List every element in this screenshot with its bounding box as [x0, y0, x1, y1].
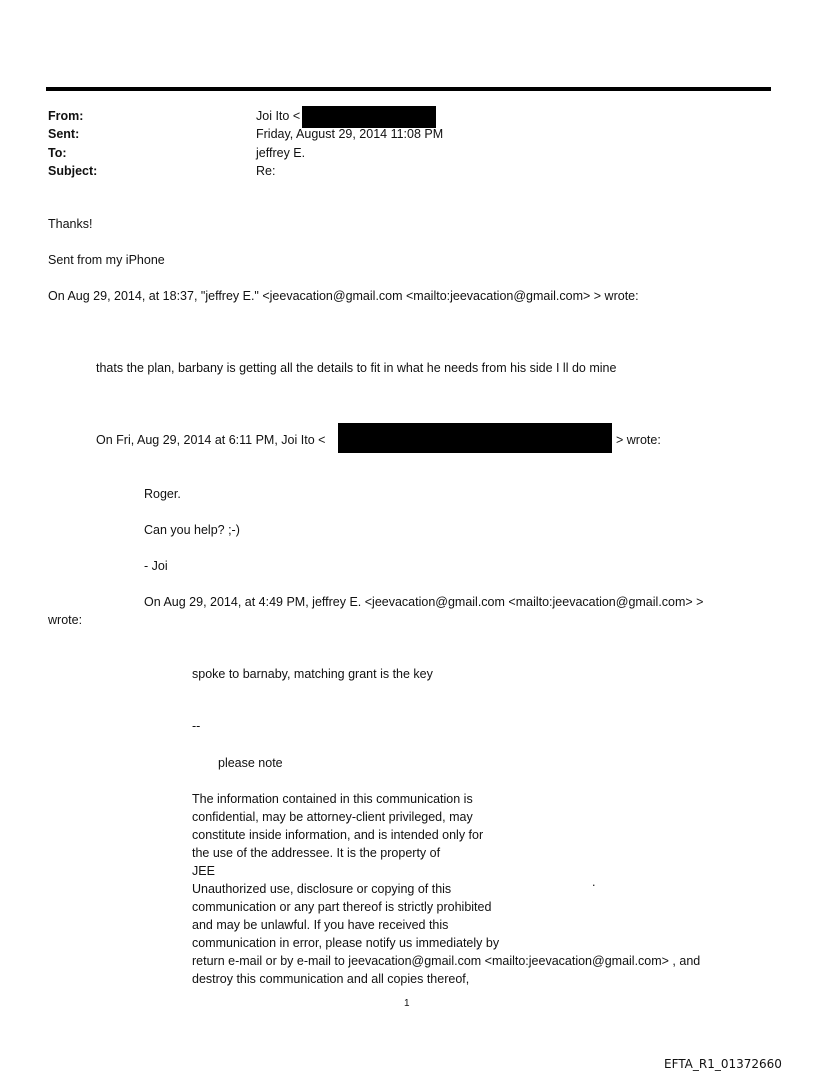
stray-dot: . [592, 875, 596, 889]
document-id: EFTA_R1_01372660 [664, 1057, 782, 1071]
disclaimer-line: JEE [192, 864, 215, 878]
subject-label: Subject: [48, 164, 98, 178]
quote2-intro: On Fri, Aug 29, 2014 at 6:11 PM, Joi Ito < [96, 433, 326, 447]
quote2-intro-end: > wrote: [616, 433, 661, 447]
please-note: please note [218, 756, 283, 770]
signature-separator: -- [192, 719, 201, 733]
sent-label: Sent: [48, 127, 80, 141]
quote3-intro: On Aug 29, 2014, at 4:49 PM, jeffrey E. <jeevacation@gmail.com <mailto:jeevacation@gmail.com> > [144, 595, 704, 609]
quote2-line: Roger. [144, 487, 181, 501]
redaction-block [302, 106, 436, 128]
disclaimer-line: return e-mail or by e-mail to jeevacation@gmail.com <mailto:jeevacation@gmail.com> , and [192, 954, 701, 968]
disclaimer-block [192, 790, 700, 988]
quote3-text: spoke to barnaby, matching grant is the key [192, 667, 433, 681]
quote1-text: thats the plan, barbany is getting all the details to fit in what he needs from his side I ll do mine [96, 361, 617, 375]
header-rule [46, 87, 771, 91]
sent-value: Friday, August 29, 2014 11:08 PM [256, 127, 444, 141]
quote2-line: Can you help? ;-) [144, 523, 240, 537]
disclaimer-line: communication or any part thereof is strictly prohibited [192, 900, 492, 914]
disclaimer-line: Unauthorized use, disclosure or copying of this [192, 882, 452, 896]
page-number: 1 [404, 998, 410, 1009]
to-label: To: [48, 146, 67, 160]
disclaimer-line: the use of the addressee. It is the property of [192, 846, 441, 860]
disclaimer-line: confidential, may be attorney-client privileged, may [192, 810, 473, 824]
disclaimer-line: communication in error, please notify us immediately by [192, 936, 500, 950]
thanks-text: Thanks! [48, 217, 93, 231]
quote3-intro-end: wrote: [48, 613, 83, 627]
disclaimer-line: The information contained in this communication is [192, 792, 473, 806]
disclaimer-line: constitute inside information, and is intended only for [192, 828, 484, 842]
subject-value: Re: [256, 164, 276, 178]
quote1-intro: On Aug 29, 2014, at 18:37, "jeffrey E." <jeevacation@gmail.com <mailto:jeevacation@gmail.com> > wrote: [48, 289, 639, 303]
disclaimer-line: destroy this communication and all copies thereof, [192, 972, 470, 986]
quote2-line: - Joi [144, 559, 168, 573]
signature-text: Sent from my iPhone [48, 253, 165, 267]
from-value: Joi Ito < [256, 109, 301, 123]
from-label: From: [48, 109, 84, 123]
redaction-block [338, 423, 612, 453]
disclaimer-line: and may be unlawful. If you have received this [192, 918, 449, 932]
to-value: jeffrey E. [256, 146, 306, 160]
